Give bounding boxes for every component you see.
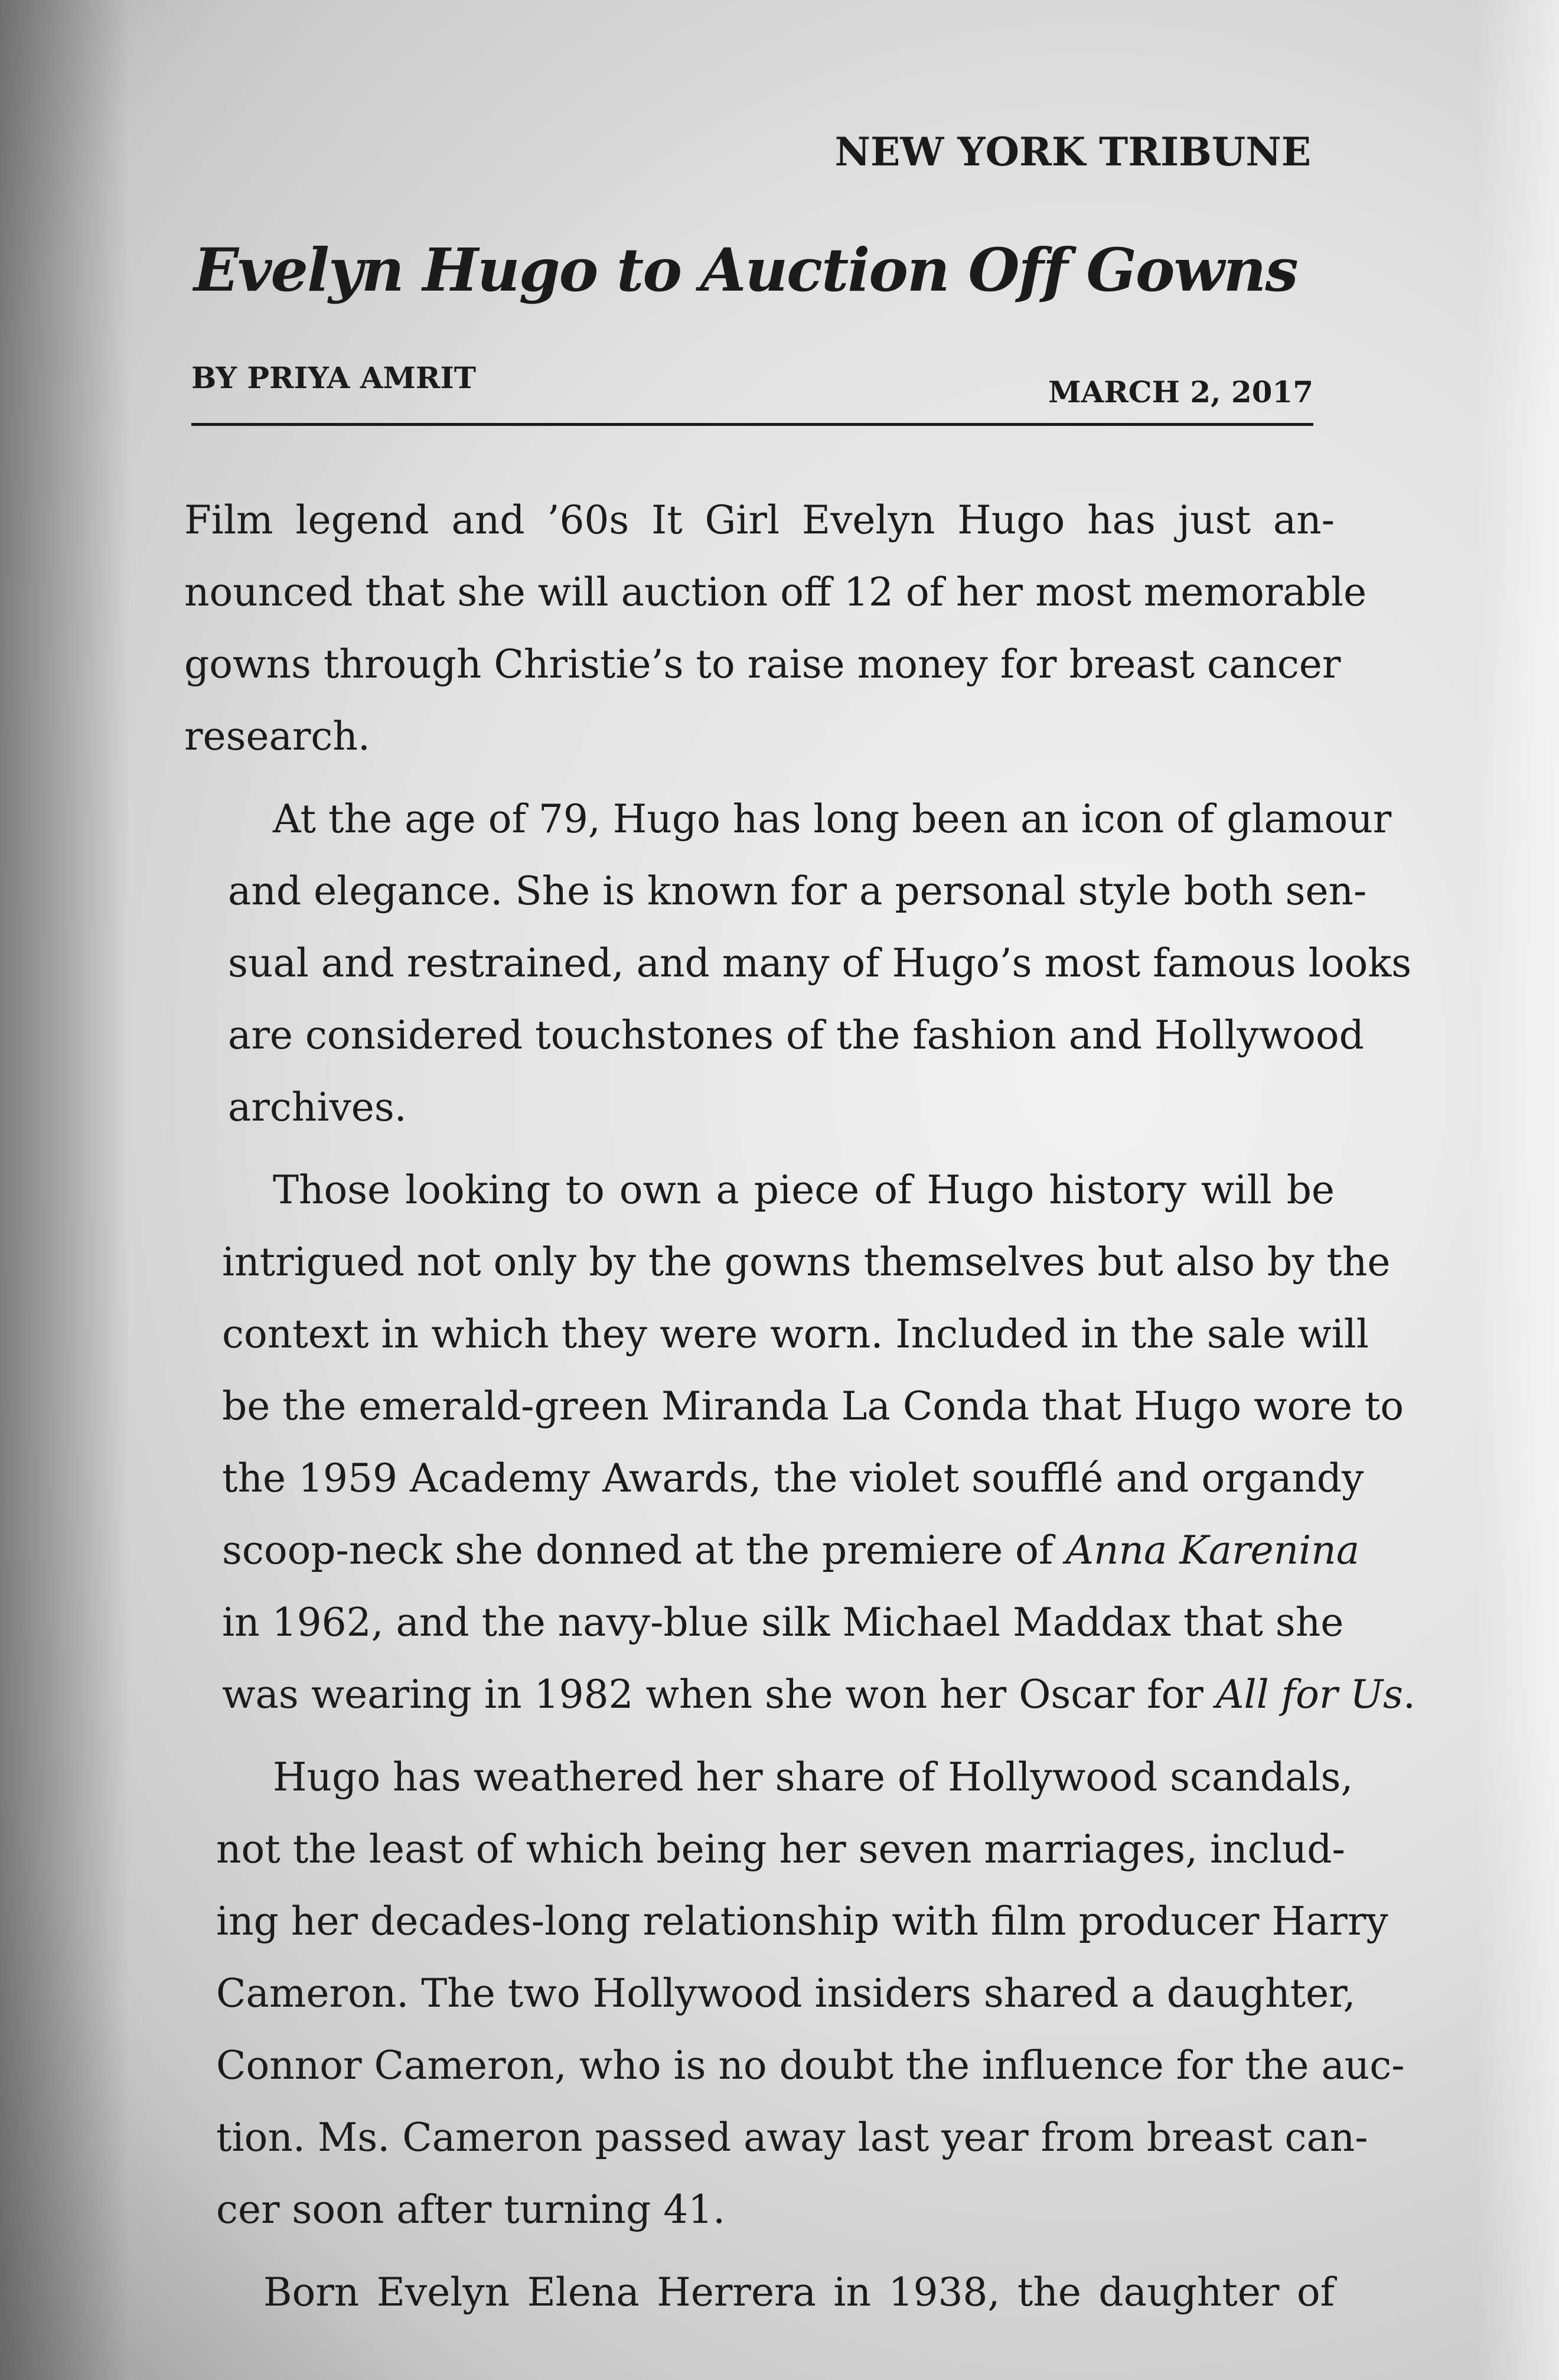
- text-line: [165, 1659, 1416, 1731]
- text-line: gowns through Christie’s to raise money for breast cancer: [184, 642, 1341, 687]
- text-line: [165, 1515, 1360, 1587]
- text-line: not the least of which being her seven marriages, includ-: [216, 1826, 1345, 1872]
- byline: BY PRIYA AMRIT: [191, 360, 477, 395]
- text-line: tion. Ms. Cameron passed away last year from breast can-: [216, 2115, 1368, 2160]
- text-line: ing her decades-long relationship with film producer Harry: [216, 1899, 1388, 1944]
- text-line: archives.: [228, 1085, 407, 1130]
- paragraph-4: [159, 1741, 1405, 2246]
- dateline: MARCH 2, 2017: [1048, 375, 1313, 409]
- text-line: Hugo has weathered her share of Hollywood scandals,: [273, 1754, 1353, 1800]
- text-line: Cameron. The two Hollywood insiders shared a daughter,: [216, 1971, 1356, 2016]
- text-line: the 1959 Academy Awards, the violet soufflé and organdy: [222, 1456, 1364, 1501]
- byline-row: [191, 358, 1313, 426]
- text-line: nounced that she will auction off 12 of her most memorable: [184, 569, 1367, 615]
- page-shadow-left: [0, 0, 130, 2380]
- text-line: sual and restrained, and many of Hugo’s most famous looks: [228, 940, 1412, 986]
- text-line: cer soon after turning 41.: [216, 2187, 726, 2232]
- text-line: Film legend and ’60s It Girl Evelyn Hugo has just an-: [184, 497, 1335, 543]
- text-line: At the age of 79, Hugo has long been an icon of glamour: [273, 796, 1392, 842]
- paragraph-5: [159, 2257, 1335, 2329]
- page-shadow-right: [1476, 0, 1559, 2380]
- article-body: [159, 484, 1416, 2329]
- book-page: [118, 0, 1416, 2380]
- film-title: All for Us: [1215, 1672, 1403, 1717]
- text-line: are considered touchstones of the fashion and Hollywood: [228, 1012, 1364, 1058]
- text-line: Connor Cameron, who is no doubt the influence for the auc-: [216, 2043, 1405, 2088]
- text-line: Those looking to own a piece of Hugo history will be: [273, 1167, 1335, 1213]
- masthead: NEW YORK TRIBUNE: [834, 129, 1311, 175]
- film-title: Anna Karenina: [1065, 1528, 1360, 1573]
- paragraph-2: [159, 783, 1412, 1144]
- text-line: be the emerald-green Miranda La Conda that Hugo wore to: [222, 1383, 1404, 1429]
- text-line: intrigued not only by the gowns themselves but also by the: [222, 1239, 1391, 1285]
- headline: Evelyn Hugo to Auction Off Gowns: [194, 235, 1297, 305]
- text-line: and elegance. She is known for a personal style both sen-: [228, 868, 1367, 914]
- paragraph-1: [159, 484, 1367, 773]
- text-segment: .: [1403, 1672, 1416, 1717]
- text-line: in 1962, and the navy-blue silk Michael Maddax that she: [222, 1600, 1344, 1645]
- text-line: Born Evelyn Elena Herrera in 1938, the daughter of: [263, 2270, 1335, 2315]
- text-segment: was wearing in 1982 when she won her Oscar for: [222, 1672, 1216, 1717]
- text-segment: scoop-neck she donned at the premiere of: [222, 1528, 1066, 1573]
- text-line: context in which they were worn. Included in the sale will: [222, 1311, 1369, 1357]
- text-line: research.: [184, 714, 370, 759]
- paragraph-3: [159, 1154, 1416, 1731]
